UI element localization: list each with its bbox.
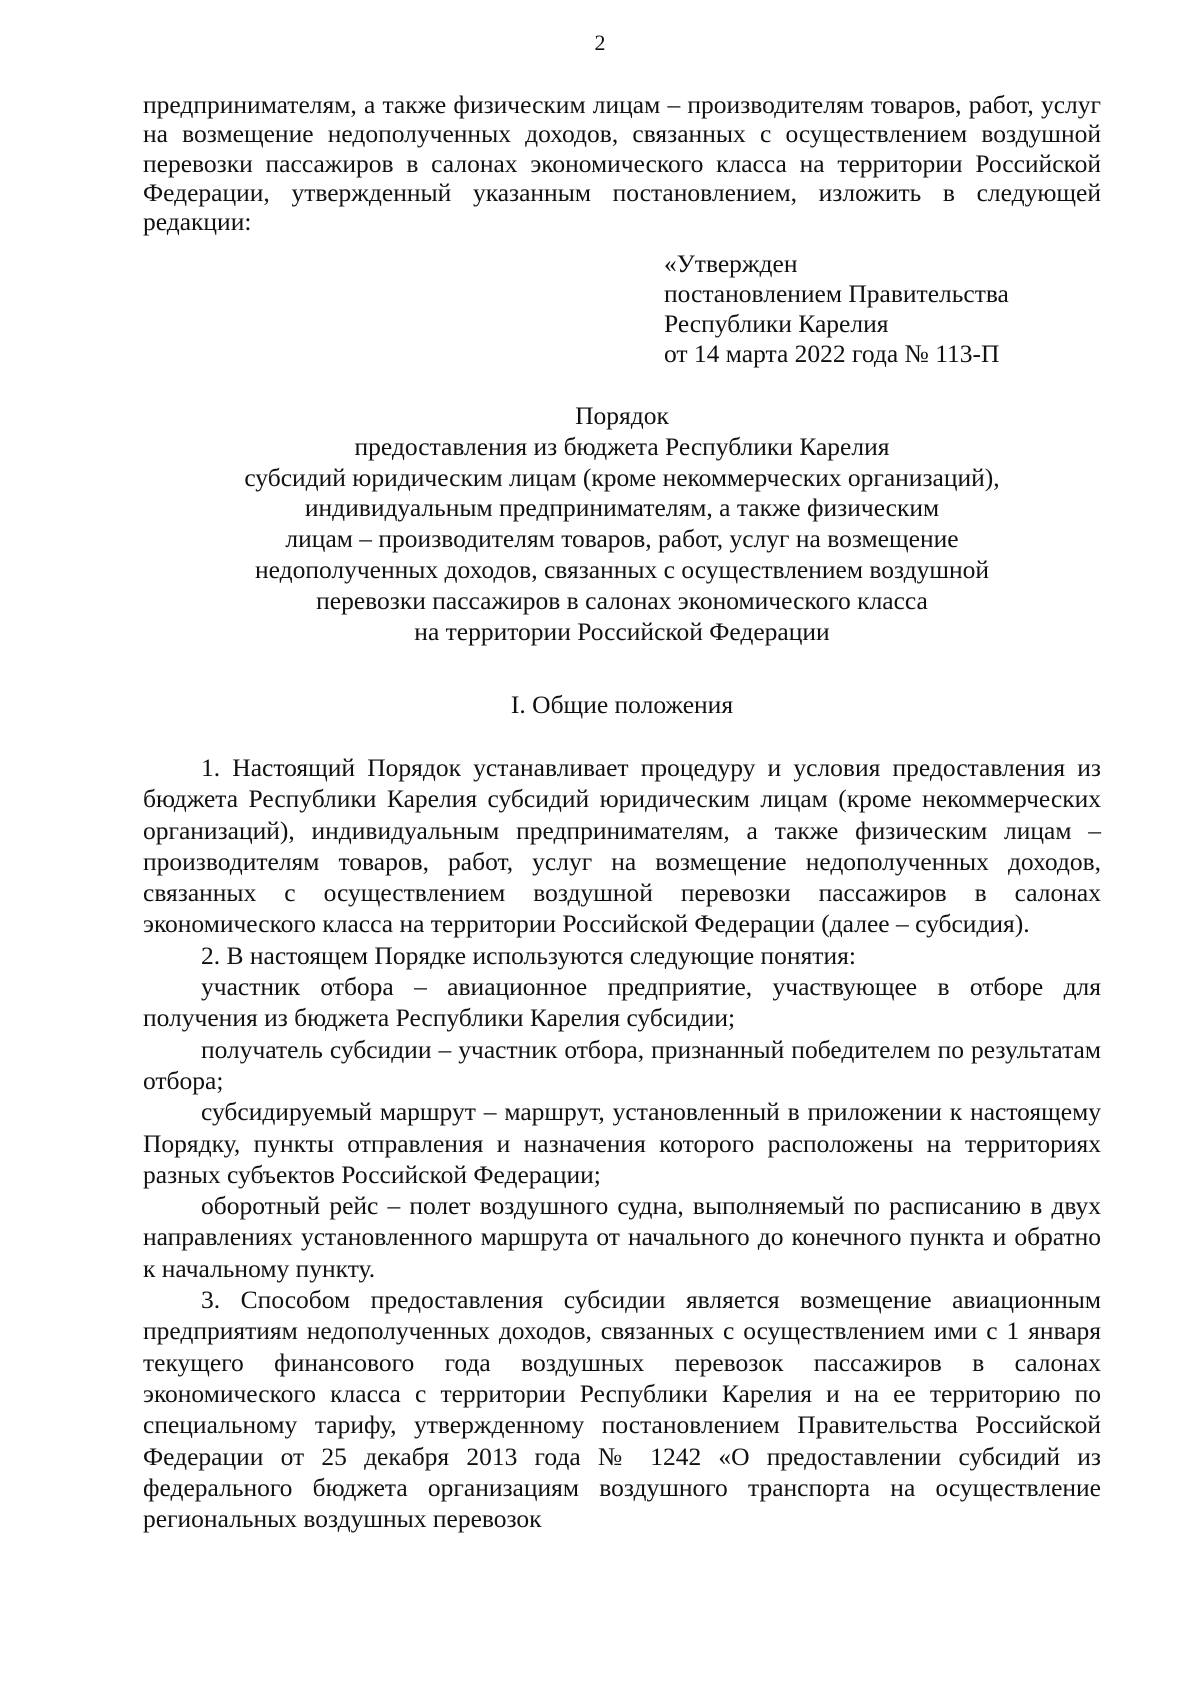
- definition-recipient: получатель субсидии – участник отбора, признанный победителем по результатам отбора;: [143, 1034, 1101, 1095]
- title-line: недополученных доходов, связанных с осуществлением воздушной: [254, 554, 990, 584]
- title-line: Порядок: [575, 401, 669, 430]
- main-body: [143, 752, 1101, 1534]
- document-title: [143, 401, 1101, 647]
- approval-line-2: постановлением Правительства: [664, 279, 1009, 308]
- title-line: перевозки пассажиров в салонах экономического класса: [316, 585, 928, 615]
- paragraph-2: 2. В настоящем Порядке используются следующие понятия:: [201, 940, 856, 970]
- definition-route: субсидируемый маршрут – маршрут, установленный в приложении к настоящему Порядку, пункты отправления и назначения которого расположены на территориях разных субъектов Российской Федерации;: [143, 1097, 1101, 1189]
- page-number: 2: [594, 30, 606, 55]
- title-line: предоставления из бюджета Республики Карелия: [354, 431, 890, 461]
- definition-participant: участник отбора – авиационное предприятие, участвующее в отборе для получения из бюджета Республики Карелия субсидии;: [143, 972, 1101, 1033]
- intro-paragraph: предпринимателям, а также физическим лицам – производителям товаров, работ, услуг на возмещение недополученных доходов, связанных с осуществлением воздушной перевозки пассажиров в салонах экономического класса на территории Российской Федерации, утвержденный указанным постановлением, изложить в следующей редакции:: [143, 90, 1101, 237]
- approval-stamp-block: [664, 249, 1124, 369]
- section-heading: I. Общие положения: [510, 690, 734, 719]
- approval-line-1: «Утвержден: [664, 249, 798, 278]
- paragraph-1: 1. Настоящий Порядок устанавливает процедуру и условия предоставления из бюджета Республики Карелия субсидий юридическим лицам (кроме некоммерческих организаций), индивидуальным предпринимателям, а также физическим лицам – производителям товаров, работ, услуг на возмещение недополученных доходов, связанных с осуществлением воздушной перевозки пассажиров в салонах экономического класса на территории Российской Федерации (далее – субсидия).: [143, 753, 1101, 939]
- title-line: лицам – производителям товаров, работ, услуг на возмещение: [285, 524, 959, 554]
- approval-line-4: от 14 марта 2022 года № 113-П: [664, 339, 1000, 368]
- title-line: субсидий юридическим лицам (кроме некоммерческих организаций),: [244, 462, 1000, 492]
- title-line: индивидуальным предпринимателям, а также физическим: [304, 493, 940, 523]
- intro-block: [143, 90, 1101, 236]
- paragraph-3: 3. Способом предоставления субсидии является возмещение авиационным предприятиям недополученных доходов, связанных с осуществлением ими с 1 января текущего финансового года воздушных перевозок пассажиров в салонах экономического класса с территории Республики Карелия и на ее территорию по специальному тарифу, утвержденному постановлением Правительства Российской Федерации от 25 декабря 2013 года № 1242 «О предоставлении субсидий из федерального бюджета организациям воздушного транспорта на осуществление региональных воздушных перевозок: [143, 1285, 1101, 1534]
- title-line: на территории Российской Федерации: [414, 616, 830, 646]
- approval-line-3: Республики Карелия: [664, 309, 889, 338]
- definition-round-trip: оборотный рейс – полет воздушного судна, выполняемый по расписанию в двух направлениях установленного маршрута от начального до конечного пункта и обратно к начальному пункту.: [143, 1191, 1101, 1283]
